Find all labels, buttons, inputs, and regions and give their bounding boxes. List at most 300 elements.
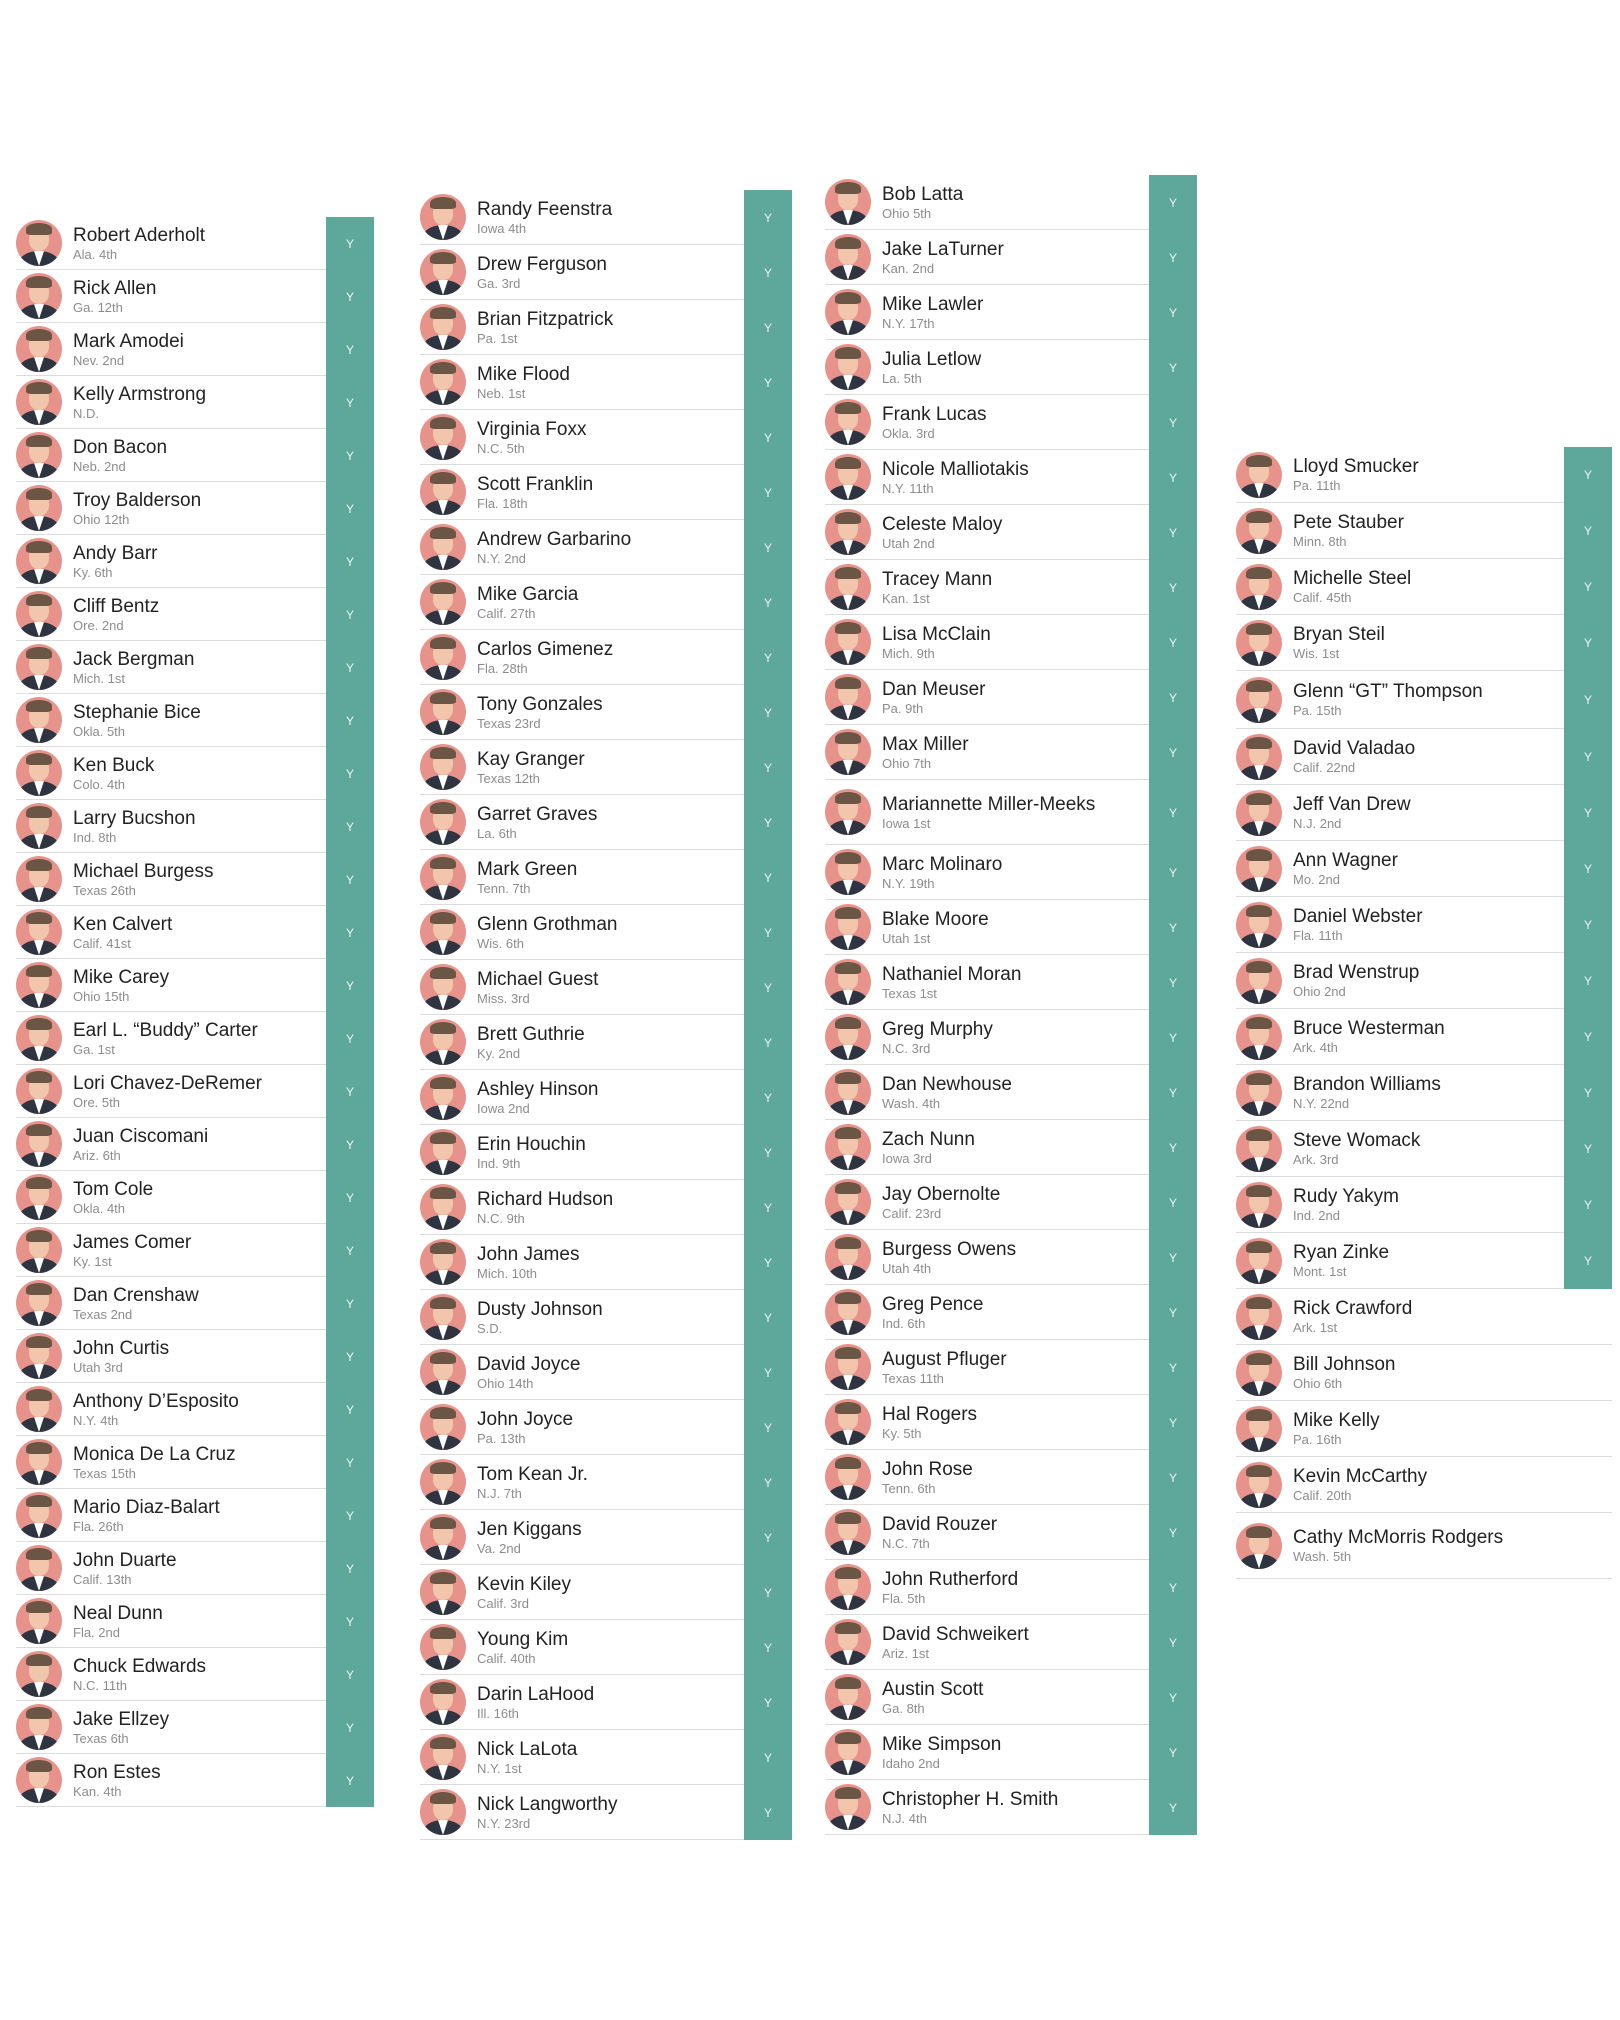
- member-row: [1236, 447, 1612, 503]
- member-photo: [16, 1015, 62, 1061]
- member-name: Greg Pence: [882, 1293, 984, 1315]
- member-photo: [420, 1624, 466, 1670]
- member-name: Nick Langworthy: [477, 1793, 618, 1815]
- member-text: [477, 1290, 738, 1344]
- member-photo: [825, 1454, 871, 1500]
- vote-cell: Y: [326, 959, 374, 1012]
- member-text: [1293, 615, 1558, 670]
- vote-cell: Y: [1149, 1285, 1197, 1340]
- member-photo: [825, 849, 871, 895]
- vote-cell: Y: [744, 1785, 792, 1840]
- member-row: [16, 1595, 374, 1648]
- member-photo: [825, 1674, 871, 1720]
- member-text: [882, 955, 1143, 1009]
- member-photo: [420, 194, 466, 240]
- vote-cell: Y: [326, 1701, 374, 1754]
- member-row: [16, 429, 374, 482]
- member-row: [825, 450, 1197, 505]
- member-name: Mike Garcia: [477, 583, 579, 605]
- member-photo: [16, 1492, 62, 1538]
- member-text: [882, 1505, 1143, 1559]
- member-district: Mich. 9th: [882, 645, 935, 661]
- member-text: [1293, 1009, 1558, 1064]
- member-text: [73, 1383, 320, 1435]
- member-name: Mike Kelly: [1293, 1410, 1380, 1431]
- member-photo: [825, 1344, 871, 1390]
- member-district: Texas 11th: [882, 1370, 944, 1386]
- member-district: Calif. 23rd: [882, 1205, 942, 1221]
- member-row: [825, 1340, 1197, 1395]
- member-text: [882, 1175, 1143, 1229]
- member-name: Kevin Kiley: [477, 1573, 571, 1595]
- member-row: [420, 1400, 792, 1455]
- member-row: [16, 1542, 374, 1595]
- member-text: [73, 641, 320, 693]
- member-district: Ky. 2nd: [477, 1045, 521, 1061]
- member-row: [16, 1277, 374, 1330]
- member-photo: [825, 179, 871, 225]
- member-photo: [825, 1564, 871, 1610]
- member-column: [825, 175, 1197, 1835]
- member-row: [420, 575, 792, 630]
- vote-cell: Y: [326, 1065, 374, 1118]
- member-name: Tom Kean Jr.: [477, 1463, 588, 1485]
- member-row: [16, 1436, 374, 1489]
- member-row: [825, 175, 1197, 230]
- member-text: [1293, 729, 1558, 784]
- member-district: Calif. 45th: [1293, 590, 1352, 605]
- member-photo: [16, 1121, 62, 1167]
- vote-cell: Y: [1564, 1009, 1612, 1065]
- member-photo: [420, 1074, 466, 1120]
- member-district: Kan. 1st: [882, 590, 930, 606]
- member-photo: [16, 220, 62, 266]
- member-text: [477, 905, 738, 959]
- member-photo: [420, 359, 466, 405]
- vote-cell: Y: [326, 376, 374, 429]
- member-district: Ohio 5th: [882, 205, 932, 221]
- member-text: [73, 1065, 320, 1117]
- member-name: Ryan Zinke: [1293, 1242, 1390, 1263]
- member-district: Texas 23rd: [477, 715, 541, 731]
- member-district: N.Y. 2nd: [477, 550, 526, 566]
- vote-cell: Y: [326, 1648, 374, 1701]
- member-row: [16, 270, 374, 323]
- member-photo: [825, 234, 871, 280]
- vote-cell: Y: [326, 1012, 374, 1065]
- vote-cell: Y: [744, 1235, 792, 1290]
- member-text: [73, 1277, 320, 1329]
- member-row: [825, 955, 1197, 1010]
- member-name: Ken Calvert: [73, 913, 173, 935]
- member-district: N.C. 3rd: [882, 1040, 931, 1056]
- member-name: Bryan Steil: [1293, 624, 1385, 645]
- member-name: Andy Barr: [73, 542, 158, 564]
- member-district: Ohio 14th: [477, 1375, 534, 1391]
- member-name: Mario Diaz-Balart: [73, 1496, 220, 1518]
- vote-cell: Y: [1564, 1233, 1612, 1289]
- vote-cell: Y: [744, 1455, 792, 1510]
- member-photo: [420, 524, 466, 570]
- member-row: [1236, 841, 1612, 897]
- vote-cell: Y: [744, 245, 792, 300]
- member-photo: [1236, 1406, 1282, 1452]
- member-district: Mont. 1st: [1293, 1264, 1347, 1279]
- member-row: [420, 1510, 792, 1565]
- vote-cell: Y: [326, 323, 374, 376]
- member-name: Randy Feenstra: [477, 198, 613, 220]
- member-photo: [825, 454, 871, 500]
- vote-cell: Y: [1149, 285, 1197, 340]
- member-name: Rick Allen: [73, 277, 157, 299]
- member-photo: [825, 789, 871, 835]
- member-name: Austin Scott: [882, 1678, 984, 1700]
- member-row: [825, 1780, 1197, 1835]
- member-photo: [825, 1399, 871, 1445]
- member-name: James Comer: [73, 1231, 192, 1253]
- member-name: David Valadao: [1293, 738, 1416, 759]
- member-text: [1293, 1177, 1558, 1232]
- member-name: Steve Womack: [1293, 1130, 1421, 1151]
- vote-cell: Y: [1149, 395, 1197, 450]
- member-photo: [1236, 1126, 1282, 1172]
- member-name: Bob Latta: [882, 183, 964, 205]
- member-text: [477, 850, 738, 904]
- member-name: Burgess Owens: [882, 1238, 1017, 1260]
- member-district: Calif. 41st: [73, 935, 131, 951]
- member-text: [73, 1224, 320, 1276]
- member-name: Chuck Edwards: [73, 1655, 207, 1677]
- member-name: Glenn Grothman: [477, 913, 618, 935]
- member-photo: [16, 432, 62, 478]
- member-row: [420, 520, 792, 575]
- member-row: [420, 1125, 792, 1180]
- member-row: [420, 740, 792, 795]
- vote-cell: Y: [326, 1542, 374, 1595]
- vote-cell: Y: [1149, 230, 1197, 285]
- member-text: [477, 410, 738, 464]
- member-name: Carlos Gimenez: [477, 638, 614, 660]
- member-row: [825, 725, 1197, 780]
- member-photo: [825, 619, 871, 665]
- member-name: Ken Buck: [73, 754, 155, 776]
- member-name: Zach Nunn: [882, 1128, 975, 1150]
- member-photo: [16, 1651, 62, 1697]
- member-name: Jen Kiggans: [477, 1518, 582, 1540]
- member-photo: [16, 1227, 62, 1273]
- member-row: [16, 906, 374, 959]
- member-text: [882, 1780, 1143, 1834]
- member-name: Lloyd Smucker: [1293, 456, 1419, 477]
- member-district: Okla. 5th: [73, 723, 126, 739]
- member-name: Robert Aderholt: [73, 224, 206, 246]
- vote-cell: Y: [326, 641, 374, 694]
- vote-cell: Y: [326, 1595, 374, 1648]
- member-photo: [16, 1068, 62, 1114]
- member-text: [73, 1542, 320, 1594]
- member-photo: [420, 909, 466, 955]
- member-row: [825, 560, 1197, 615]
- member-row: [825, 1505, 1197, 1560]
- vote-cell: Y: [326, 1489, 374, 1542]
- vote-cell: Y: [1149, 1175, 1197, 1230]
- vote-cell: Y: [326, 270, 374, 323]
- member-name: Kay Granger: [477, 748, 585, 770]
- member-name: Daniel Webster: [1293, 906, 1423, 927]
- member-text: [882, 1285, 1143, 1339]
- member-photo: [420, 1569, 466, 1615]
- vote-cell: Y: [1149, 615, 1197, 670]
- vote-cell: Y: [744, 1675, 792, 1730]
- member-name: Cathy McMorris Rodgers: [1293, 1527, 1504, 1548]
- vote-cell: Y: [326, 747, 374, 800]
- member-row: [16, 1065, 374, 1118]
- member-district: Minn. 8th: [1293, 534, 1347, 549]
- member-text: [882, 1670, 1143, 1724]
- vote-cell: Y: [744, 1400, 792, 1455]
- member-photo: [420, 1734, 466, 1780]
- vote-cell: Y: [744, 300, 792, 355]
- member-row: [825, 1065, 1197, 1120]
- member-photo: [16, 1439, 62, 1485]
- vote-cell: Y: [1149, 1560, 1197, 1615]
- vote-cell: Y: [1149, 1120, 1197, 1175]
- member-photo: [1236, 452, 1282, 498]
- member-name: Michelle Steel: [1293, 568, 1412, 589]
- member-name: Dan Meuser: [882, 678, 986, 700]
- member-text: [477, 1730, 738, 1784]
- member-photo: [825, 1124, 871, 1170]
- member-photo: [420, 469, 466, 515]
- member-row: [420, 1620, 792, 1675]
- member-row: [1236, 1177, 1612, 1233]
- member-photo: [16, 1333, 62, 1379]
- member-text: [882, 175, 1143, 229]
- member-text: [1293, 897, 1558, 952]
- vote-cell: Y: [1149, 1010, 1197, 1065]
- member-name: Blake Moore: [882, 908, 989, 930]
- vote-cell: Y: [1564, 1065, 1612, 1121]
- member-row: [420, 630, 792, 685]
- member-row: [16, 959, 374, 1012]
- member-district: Iowa 1st: [882, 815, 931, 831]
- member-text: [882, 1450, 1143, 1504]
- member-text: [477, 1180, 738, 1234]
- member-photo: [1236, 1294, 1282, 1340]
- vote-cell: Y: [326, 1754, 374, 1807]
- member-district: Neb. 2nd: [73, 458, 126, 474]
- member-district: Ariz. 6th: [73, 1147, 121, 1163]
- member-name: Nick LaLota: [477, 1738, 578, 1760]
- member-district: Calif. 13th: [73, 1571, 132, 1587]
- vote-cell: Y: [1564, 1177, 1612, 1233]
- member-name: Brian Fitzpatrick: [477, 308, 614, 330]
- member-name: John Joyce: [477, 1408, 574, 1430]
- vote-cell: Y: [326, 1383, 374, 1436]
- member-row: [420, 410, 792, 465]
- member-name: Erin Houchin: [477, 1133, 586, 1155]
- member-photo: [420, 1679, 466, 1725]
- member-name: Rick Crawford: [1293, 1298, 1413, 1319]
- vote-cell: Y: [1149, 900, 1197, 955]
- member-row: [420, 355, 792, 410]
- member-row: [16, 641, 374, 694]
- member-row: [825, 1725, 1197, 1780]
- vote-cell: Y: [1149, 845, 1197, 900]
- vote-cell: Y: [326, 1277, 374, 1330]
- member-district: Pa. 1st: [477, 330, 518, 346]
- vote-cell: Y: [1564, 1121, 1612, 1177]
- member-text: [882, 1065, 1143, 1119]
- vote-cell: Y: [1149, 1615, 1197, 1670]
- member-district: Okla. 3rd: [882, 425, 935, 441]
- member-row: [825, 395, 1197, 450]
- member-photo: [825, 729, 871, 775]
- member-row: [16, 1648, 374, 1701]
- member-photo: [16, 485, 62, 531]
- member-text: [477, 1125, 738, 1179]
- member-name: Mark Amodei: [73, 330, 184, 352]
- member-district: Calif. 22nd: [1293, 760, 1356, 775]
- member-row: [16, 1118, 374, 1171]
- member-photo: [825, 1069, 871, 1115]
- member-row: [825, 1670, 1197, 1725]
- member-district: Ind. 6th: [882, 1315, 926, 1331]
- member-row: [1236, 615, 1612, 671]
- member-name: Kevin McCarthy: [1293, 1466, 1428, 1487]
- member-text: [73, 1701, 320, 1753]
- member-text: [1293, 1401, 1558, 1456]
- member-name: John Duarte: [73, 1549, 177, 1571]
- member-district: Texas 2nd: [73, 1306, 133, 1322]
- member-text: [73, 482, 320, 534]
- vote-cell: Y: [1149, 505, 1197, 560]
- member-text: [882, 1010, 1143, 1064]
- member-district: Tenn. 7th: [477, 880, 531, 896]
- member-photo: [420, 1404, 466, 1450]
- member-text: [882, 450, 1143, 504]
- member-name: Greg Murphy: [882, 1018, 993, 1040]
- member-photo: [16, 750, 62, 796]
- member-row: [825, 1615, 1197, 1670]
- member-text: [477, 630, 738, 684]
- vote-cell: Y: [744, 1290, 792, 1345]
- member-photo: [16, 273, 62, 319]
- member-district: Ala. 4th: [73, 246, 118, 262]
- member-name: Anthony D’Esposito: [73, 1390, 239, 1412]
- member-district: Fla. 26th: [73, 1518, 124, 1534]
- member-text: [1293, 503, 1558, 558]
- member-name: Stephanie Bice: [73, 701, 201, 723]
- vote-cell: Y: [1149, 1780, 1197, 1835]
- vote-cell: Y: [1149, 450, 1197, 505]
- member-text: [882, 395, 1143, 449]
- member-photo: [420, 1129, 466, 1175]
- vote-cell: Y: [744, 355, 792, 410]
- member-text: [477, 1070, 738, 1124]
- member-name: John James: [477, 1243, 580, 1265]
- member-name: Jake Ellzey: [73, 1708, 170, 1730]
- vote-cell: Y: [744, 850, 792, 905]
- vote-cell: Y: [326, 853, 374, 906]
- vote-cell: Y: [744, 1180, 792, 1235]
- member-photo: [1236, 734, 1282, 780]
- member-name: Richard Hudson: [477, 1188, 614, 1210]
- member-text: [477, 465, 738, 519]
- member-photo: [1236, 790, 1282, 836]
- vote-cell: Y: [1149, 955, 1197, 1010]
- member-name: Lisa McClain: [882, 623, 991, 645]
- member-row: [16, 323, 374, 376]
- member-photo: [420, 1239, 466, 1285]
- vote-cell: Y: [1564, 841, 1612, 897]
- member-name: Nicole Malliotakis: [882, 458, 1029, 480]
- member-photo: [825, 1619, 871, 1665]
- member-text: [477, 1785, 738, 1839]
- member-district: N.Y. 19th: [882, 875, 935, 891]
- vote-cell: Y: [744, 685, 792, 740]
- member-name: Rudy Yakym: [1293, 1186, 1399, 1207]
- vote-cell: Y: [1564, 897, 1612, 953]
- member-name: Mike Flood: [477, 363, 570, 385]
- member-text: [477, 190, 738, 244]
- member-photo: [16, 856, 62, 902]
- member-photo: [1236, 1350, 1282, 1396]
- member-row: [16, 853, 374, 906]
- member-name: Christopher H. Smith: [882, 1788, 1059, 1810]
- member-text: [882, 845, 1143, 899]
- member-photo: [420, 414, 466, 460]
- vote-cell: Y: [744, 740, 792, 795]
- vote-cell: Y: [1149, 175, 1197, 230]
- member-text: [477, 1675, 738, 1729]
- member-photo: [420, 1514, 466, 1560]
- member-photo: [1236, 1238, 1282, 1284]
- member-district: Ark. 3rd: [1293, 1152, 1339, 1167]
- member-district: N.Y. 22nd: [1293, 1096, 1350, 1111]
- member-text: [1293, 785, 1558, 840]
- member-district: Iowa 4th: [477, 220, 527, 236]
- member-row: [420, 1675, 792, 1730]
- member-text: [882, 1560, 1143, 1614]
- member-text: [882, 560, 1143, 614]
- member-column: [16, 217, 374, 1807]
- member-text: [73, 1436, 320, 1488]
- vote-cell: Y: [1149, 1065, 1197, 1120]
- vote-cell: Y: [744, 410, 792, 465]
- vote-cell: Y: [744, 575, 792, 630]
- member-photo: [16, 1757, 62, 1803]
- member-name: Larry Bucshon: [73, 807, 196, 829]
- member-text: [73, 1754, 320, 1806]
- member-text: [882, 1340, 1143, 1394]
- member-district: Utah 3rd: [73, 1359, 123, 1375]
- member-photo: [16, 803, 62, 849]
- vote-cell: Y: [1149, 1670, 1197, 1725]
- member-row: [16, 1489, 374, 1542]
- vote-cell: Y: [1564, 671, 1612, 729]
- member-row: [16, 1701, 374, 1754]
- member-row: [1236, 785, 1612, 841]
- member-row: [16, 376, 374, 429]
- vote-cell: Y: [1149, 1230, 1197, 1285]
- member-district: Mo. 2nd: [1293, 872, 1340, 887]
- vote-cell: Y: [744, 1345, 792, 1400]
- member-row: [16, 1224, 374, 1277]
- member-text: [1293, 671, 1558, 728]
- member-row: [825, 1010, 1197, 1065]
- member-text: [1293, 1121, 1558, 1176]
